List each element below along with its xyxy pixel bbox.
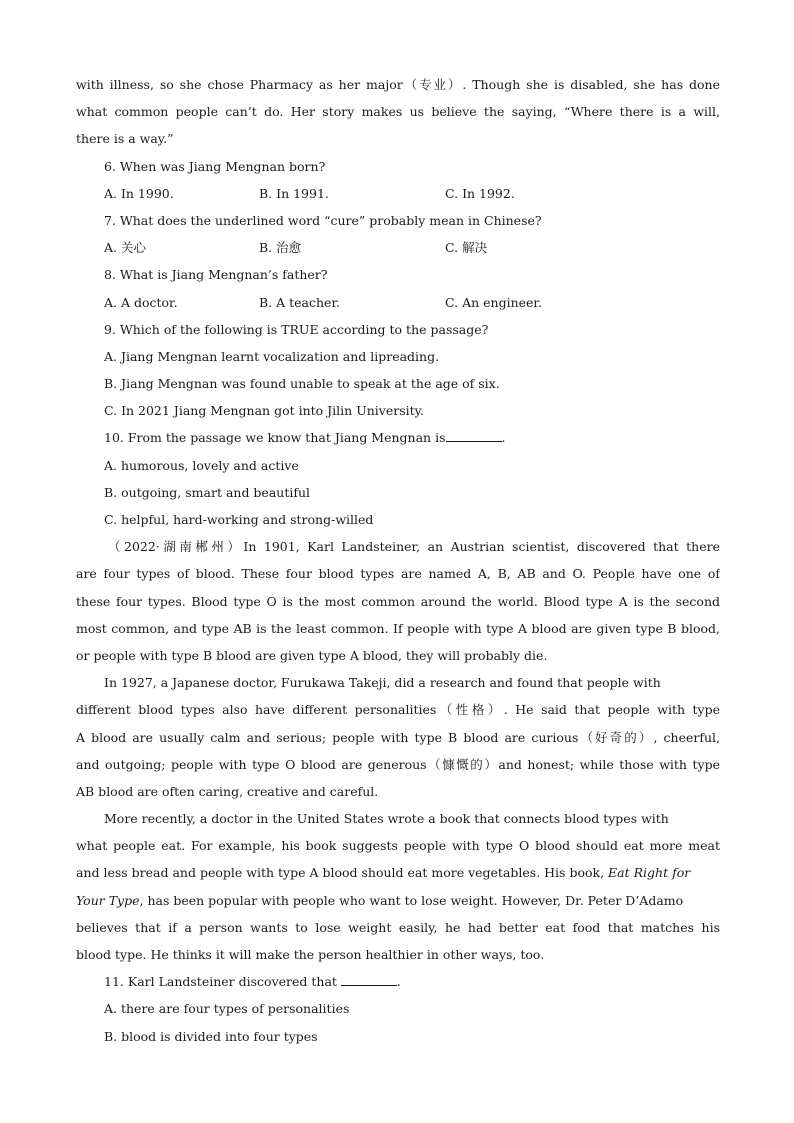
passage-line: AB blood are often caring, creative and careful.	[76, 783, 379, 799]
passage-line: and less bread and people with type A blood should eat more vegetables. His book, Eat Right for	[76, 865, 691, 881]
question-8-stem: 8. What is Jiang Mengnan’s father?	[104, 267, 328, 283]
question-8-options	[76, 289, 720, 316]
question-7-options	[76, 234, 720, 261]
option-c: C. 解决	[445, 240, 488, 256]
passage-line: there is a way.”	[76, 131, 174, 147]
option-a: A. humorous, lovely and active	[104, 457, 299, 473]
passage-line: blood type. He thinks it will make the person healthier in other ways, too.	[76, 947, 545, 962]
passage-line: believes that if a person wants to lose weight easily, he had better eat food that matches his	[76, 919, 720, 935]
question-6-stem: 6. When was Jiang Mengnan born?	[104, 158, 326, 174]
option-b: B. 治愈	[259, 240, 302, 256]
answer-blank[interactable]	[446, 427, 502, 442]
option-a: A. 关心	[104, 240, 146, 256]
option-a: A. Jiang Mengnan learnt vocalization and lipreading.	[104, 348, 440, 364]
passage-line: More recently, a doctor in the United States wrote a book that connects blood types with	[104, 811, 669, 827]
option-b: B. In 1991.	[259, 185, 329, 201]
option-b: B. A teacher.	[259, 294, 341, 310]
option-b: B. blood is divided into four types	[104, 1028, 318, 1044]
option-c: C. In 1992.	[445, 185, 515, 201]
passage-line: Your Type, has been popular with people who want to lose weight. However, Dr. Peter D’Adamo	[76, 892, 684, 908]
passage-line: different blood types also have different personalities（性格）. He said that people with type	[76, 702, 720, 718]
passage-line: most common, and type AB is the least common. If people with type A blood are given type B blood,	[76, 620, 720, 636]
passage-line: with illness, so she chose Pharmacy as her major（专业）. Though she is disabled, she has done	[76, 77, 720, 92]
passage-line: these four types. Blood type O is the most common around the world. Blood type A is the second	[76, 593, 720, 609]
underlined-word: cure	[330, 212, 359, 228]
option-b: B. outgoing, smart and beautiful	[104, 484, 311, 500]
passage-line: and outgoing; people with type O blood are generous（慷慨的）and honest; while those with type	[76, 756, 720, 772]
passage-line: are four types of blood. These four blood types are named A, B, AB and O. People have one of	[76, 566, 720, 582]
option-c: C. helpful, hard-working and strong-willed	[104, 512, 374, 527]
book-title: Your Type	[76, 892, 140, 908]
question-11-stem: 11. Karl Landsteiner discovered that .	[76, 968, 720, 995]
question-6-options	[76, 180, 720, 207]
question-10-stem: 10. From the passage we know that Jiang Mengnan is .	[76, 424, 720, 451]
worksheet-page	[76, 71, 720, 1050]
passage-line: （2022·湖南郴州）In 1901, Karl Landsteiner, an Austrian scientist, discovered that there	[108, 539, 720, 555]
question-7-stem: 7. What does the underlined word “cure” probably mean in Chinese?	[104, 212, 542, 228]
question-9-stem: 9. Which of the following is TRUE according to the passage?	[104, 321, 489, 337]
option-b: B. Jiang Mengnan was found unable to speak at the age of six.	[104, 376, 500, 392]
option-a: A. In 1990.	[104, 185, 174, 201]
passage-line: what people eat. For example, his book suggests people with type O blood should eat more meat	[76, 838, 720, 854]
answer-blank[interactable]	[341, 971, 397, 986]
option-a: A. there are four types of personalities	[104, 1001, 350, 1017]
option-c: C. In 2021 Jiang Mengnan got into Jilin University.	[104, 403, 425, 419]
book-title: Eat Right for	[608, 865, 691, 881]
option-a: A. A doctor.	[104, 294, 178, 310]
passage-line: A blood are usually calm and serious; people with type B blood are curious（好奇的）, cheerful,	[76, 729, 720, 745]
passage-line: In 1927, a Japanese doctor, Furukawa Takeji, did a research and found that people with	[104, 675, 661, 691]
passage-line: or people with type B blood are given type A blood, they will probably die.	[76, 647, 548, 663]
passage-line: what common people can’t do. Her story makes us believe the saying, “Where there is a will,	[76, 104, 720, 120]
option-c: C. An engineer.	[445, 294, 542, 310]
